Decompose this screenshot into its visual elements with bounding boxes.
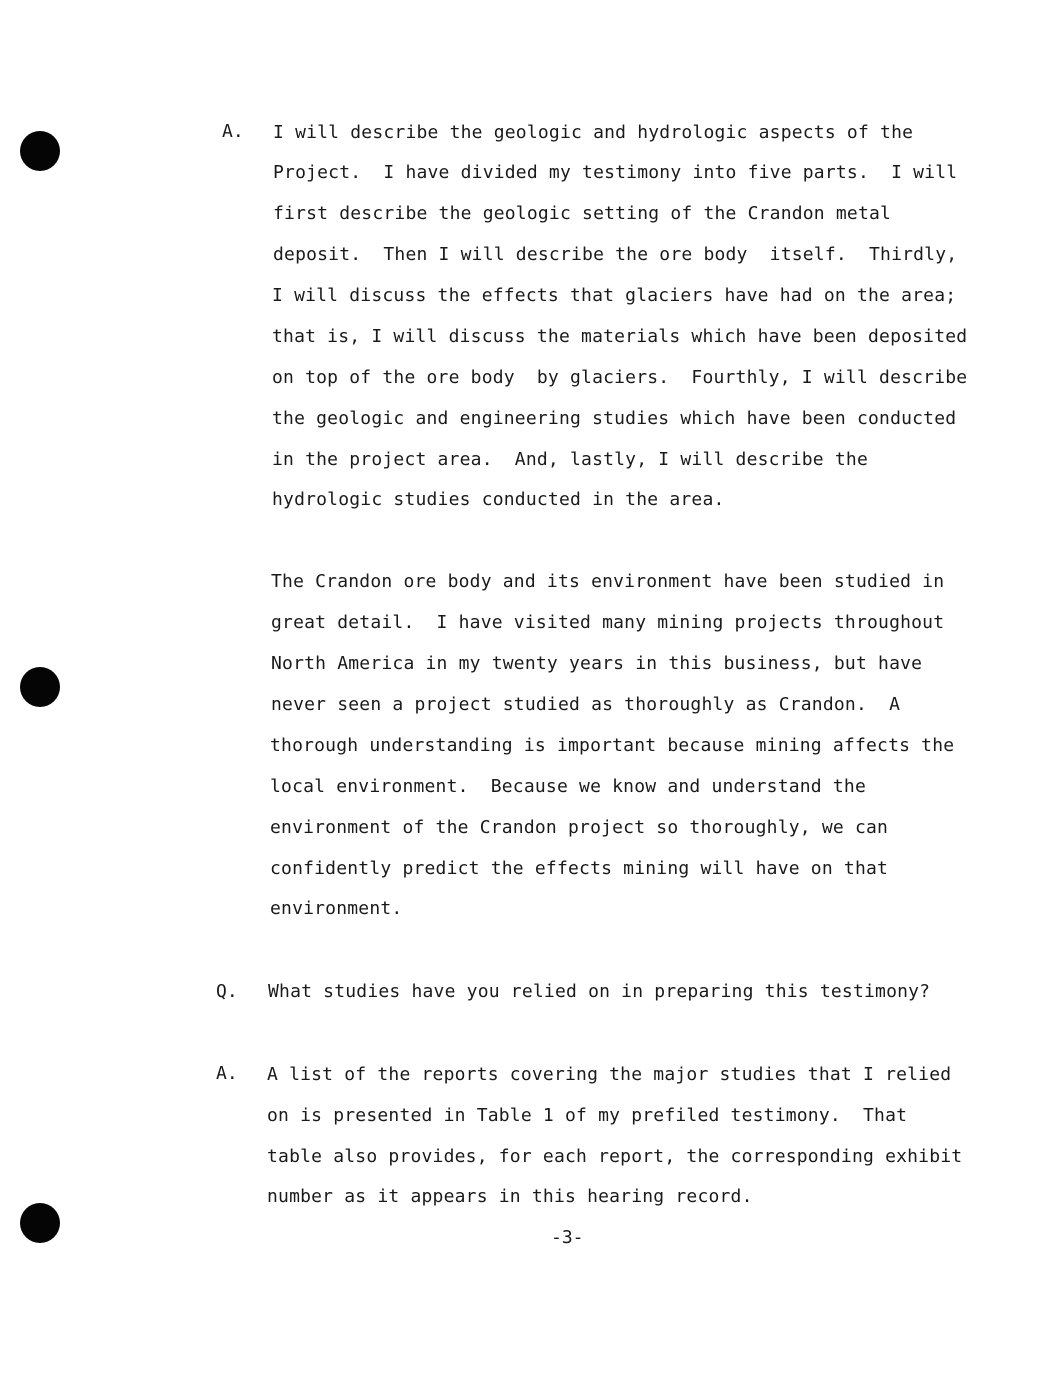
text-line: confidently predict the effects mining will have on that (270, 858, 889, 879)
text-line: local environment. Because we know and understand the (270, 776, 866, 797)
text-line: North America in my twenty years in this business, but have (271, 653, 923, 674)
text-line: number as it appears in this hearing record. (267, 1186, 753, 1207)
page-number: -3- (551, 1227, 584, 1248)
question-marker: Q. (216, 981, 238, 1002)
text-line: I will discuss the effects that glaciers have had on the area; (272, 285, 957, 306)
text-line: never seen a project studied as thoroughly as Crandon. A (271, 694, 901, 715)
punch-hole-middle (20, 667, 60, 707)
text-line: The Crandon ore body and its environment have been studied in (271, 571, 945, 592)
text-line: in the project area. And, lastly, I will describe the (272, 449, 868, 470)
text-line: environment. (270, 898, 403, 919)
text-line: What studies have you relied on in preparing this testimony? (268, 981, 931, 1002)
answer-marker: A. (216, 1063, 238, 1084)
text-line: deposit. Then I will describe the ore body itself. Thirdly, (273, 244, 958, 265)
text-line: table also provides, for each report, the corresponding exhibit (267, 1146, 963, 1167)
text-line: environment of the Crandon project so thoroughly, we can (270, 817, 889, 838)
punch-hole-bottom (20, 1203, 60, 1243)
answer-marker: A. (222, 121, 244, 142)
text-line: on is presented in Table 1 of my prefiled testimony. That (267, 1105, 908, 1126)
text-line: the geologic and engineering studies which have been conducted (272, 408, 957, 429)
text-line: hydrologic studies conducted in the area. (272, 489, 725, 510)
text-line: on top of the ore body by glaciers. Fourthly, I will describe (272, 367, 968, 388)
text-line: great detail. I have visited many mining projects throughout (271, 612, 945, 633)
text-line: that is, I will discuss the materials which have been deposited (272, 326, 968, 347)
text-line: thorough understanding is important because mining affects the (270, 735, 955, 756)
text-line: first describe the geologic setting of the Crandon metal (273, 203, 892, 224)
text-line: Project. I have divided my testimony into five parts. I will (273, 162, 958, 183)
text-line: A list of the reports covering the major studies that I relied (267, 1064, 952, 1085)
punch-hole-top (20, 131, 60, 171)
text-line: I will describe the geologic and hydrologic aspects of the (273, 122, 914, 143)
